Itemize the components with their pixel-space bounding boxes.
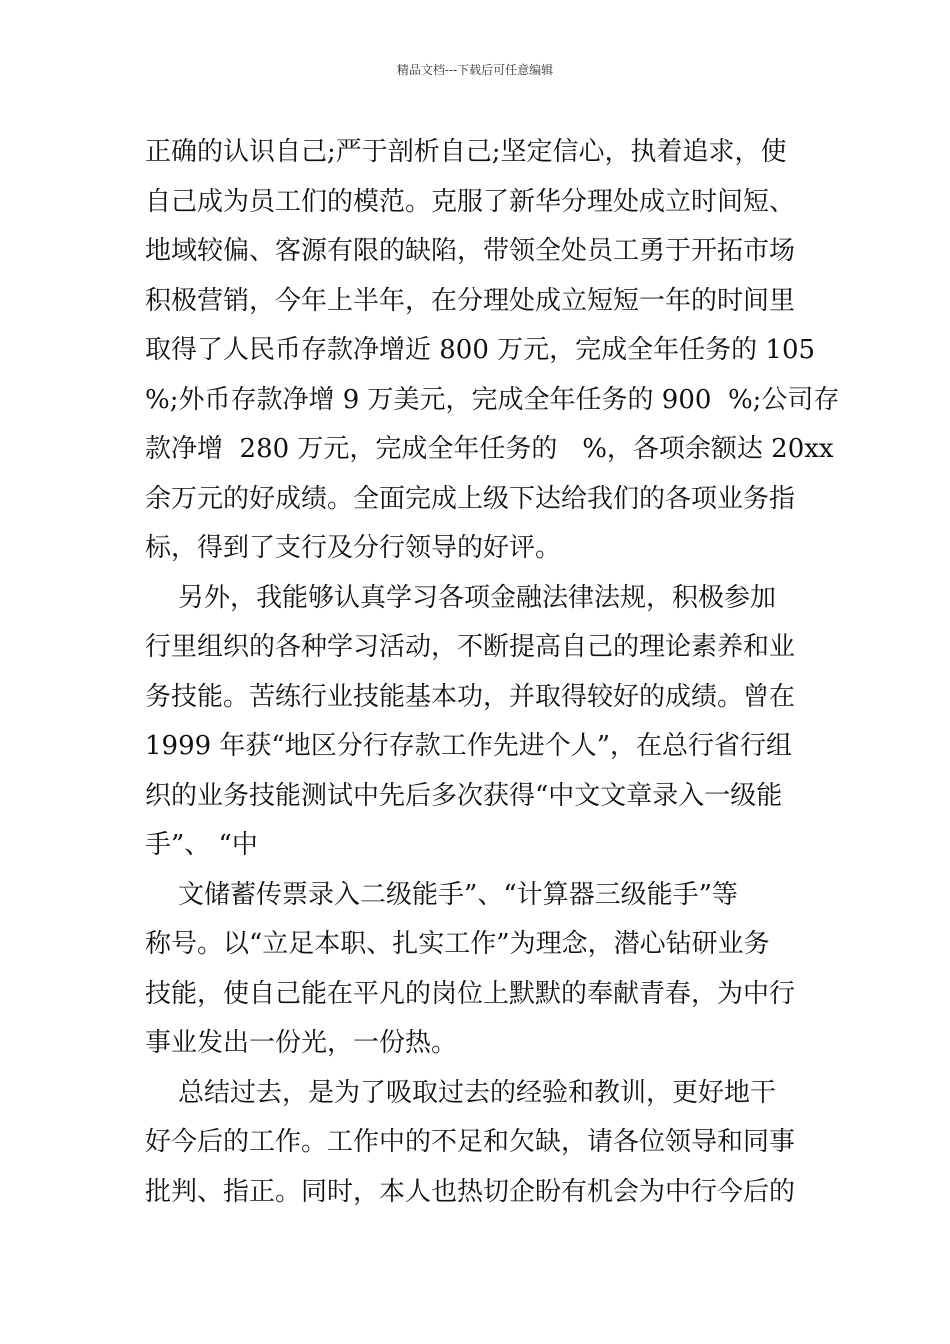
page-header: 精品文档---下载后可任意编辑 [396, 63, 554, 77]
text-line: 称号。以“立足本职、扎实工作”为理念，潜心钻研业务 [145, 929, 770, 959]
text-line: 款净增 280 万元，完成全年任务的 %，各项余额达 20xx [145, 434, 834, 464]
text-line: 总结过去，是为了吸取过去的经验和教训，更好地干 [145, 1077, 777, 1108]
text-line: 文储蓄传票录入二级能手”、“计算器三级能手”等 [145, 879, 738, 910]
text-line: 标，得到了支行及分行领导的好评。 [145, 533, 562, 563]
text-line: 积极营销，今年上半年，在分理处成立短短一年的时间里 [145, 285, 796, 316]
text-line: 取得了人民币存款净增近 800 万元，完成全年任务的 105 [145, 335, 816, 365]
text-line: 批判、指正。同时，本人也热切企盼有机会为中行今后的 [145, 1176, 796, 1207]
text-line: 手”、 “中 [145, 830, 258, 860]
text-line: 正确的认识自己;严于剖析自己;坚定信心，执着追求，使 [145, 137, 787, 167]
document-body [145, 128, 840, 1217]
text-line: 织的业务技能测试中先后多次获得“中文文章录入一级能 [145, 780, 783, 811]
text-line: 另外，我能够认真学习各项金融法律法规，积极参加 [145, 582, 777, 613]
text-line: 好今后的工作。工作中的不足和欠缺，请各位领导和同事 [145, 1127, 796, 1157]
text-line: 技能，使自己能在平凡的岗位上默默的奉献青春，为中行 [145, 978, 796, 1009]
text-line: 1999 年获“地区分行存款工作先进个人”，在总行省行组 [145, 731, 793, 761]
text-line: %;外币存款净增 9 万美元，完成全年任务的 900 %;公司存 [145, 384, 840, 415]
text-line: 事业发出一份光，一份热。 [145, 1028, 458, 1058]
text-line: 务技能。苦练行业技能基本功，并取得较好的成绩。曾在 [145, 681, 796, 712]
text-line: 地域较偏、客源有限的缺陷，带领全处员工勇于开拓市场 [145, 236, 796, 266]
text-line: 余万元的好成绩。全面完成上级下达给我们的各项业务指 [145, 483, 796, 514]
text-line: 自己成为员工们的模范。克服了新华分理处成立时间短、 [145, 186, 796, 217]
text-line: 行里组织的各种学习活动，不断提高自己的理论素养和业 [145, 632, 796, 662]
